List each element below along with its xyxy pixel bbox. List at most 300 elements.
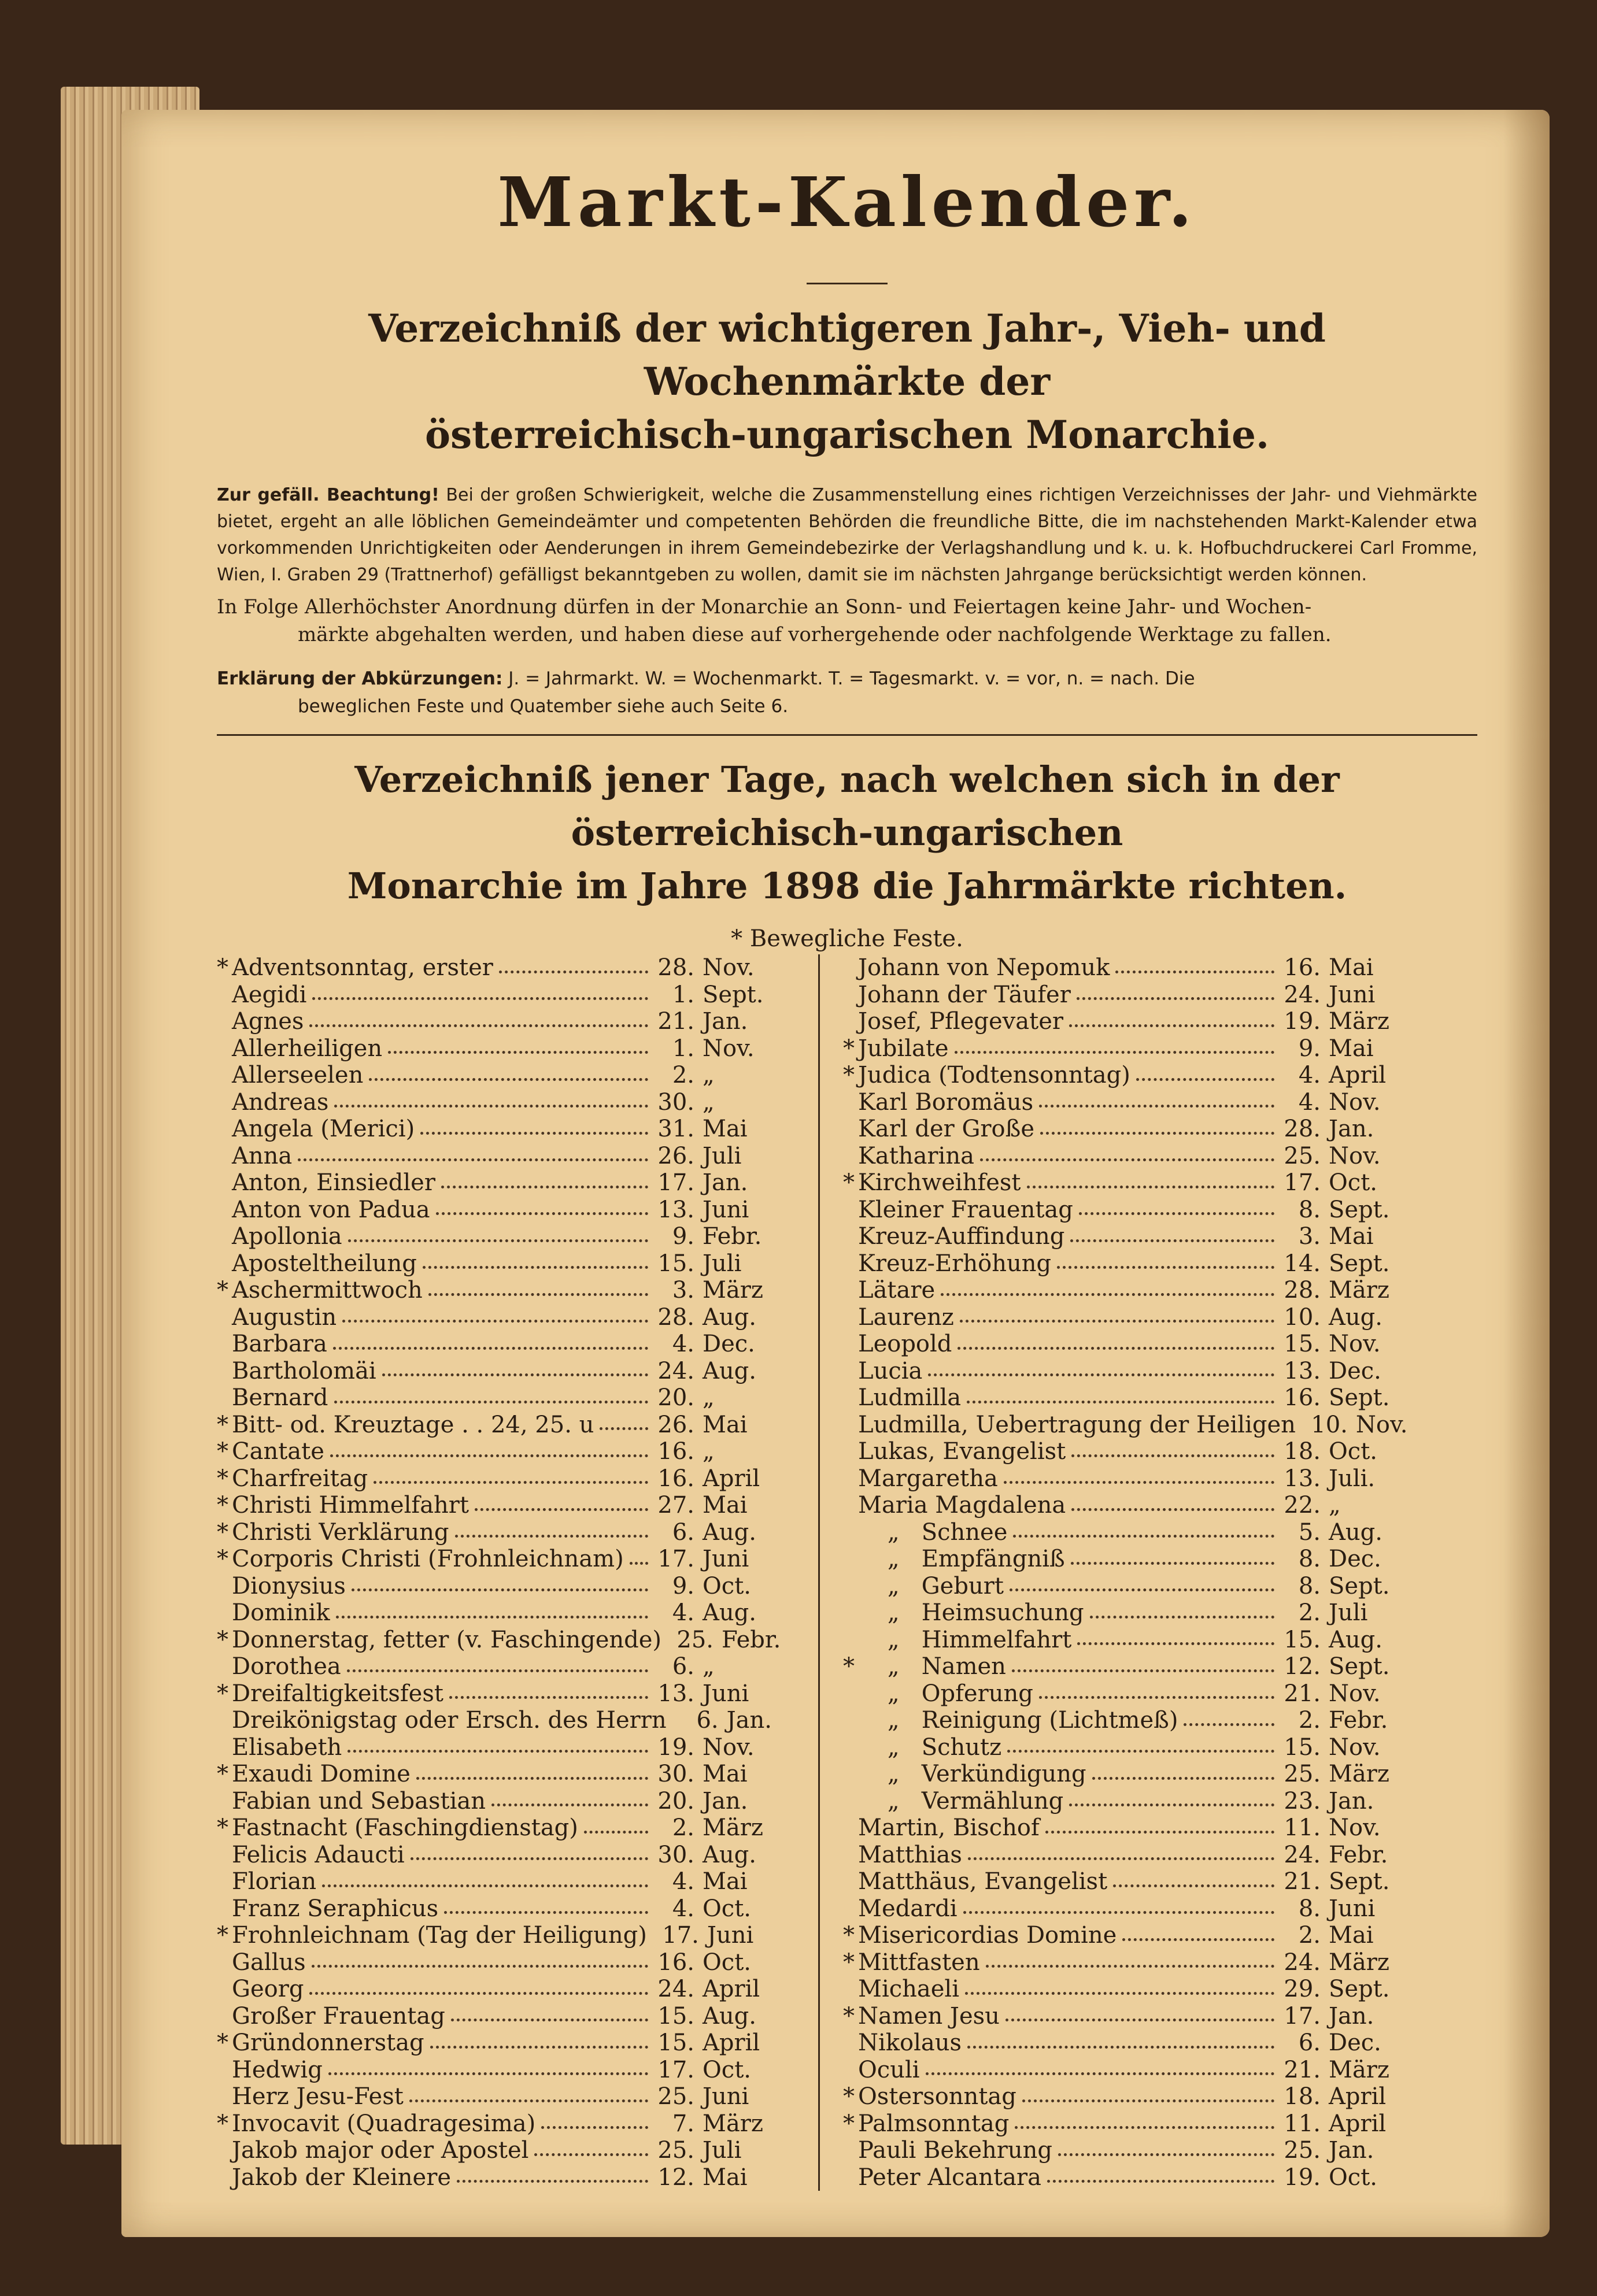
entry-mark: * <box>217 1546 228 1572</box>
leader-dots <box>986 1957 1274 1968</box>
list-item <box>217 1412 795 1439</box>
leader-dots <box>1015 2118 1274 2129</box>
leader-dots <box>967 1393 1274 1403</box>
abbreviations-line2: beweglichen Feste und Quatember siehe auch Seite 6. <box>298 696 789 717</box>
entry-mark: * <box>843 2110 855 2137</box>
entry-day: 4. <box>672 1868 694 1895</box>
entry-name: Jubilate <box>858 1035 949 1062</box>
list-item <box>843 1707 1421 1734</box>
entry-name: Ludmilla, Uebertragung der Heiligen <box>858 1411 1296 1438</box>
list-item <box>217 2164 795 2191</box>
entry-month: Sept. <box>1329 1572 1390 1599</box>
list-item <box>217 1653 795 1680</box>
list-item <box>217 1868 795 1895</box>
entry-name: Adventsonntag, erster <box>232 954 493 981</box>
entry-month: März <box>1329 1277 1389 1303</box>
entry-day: 18. <box>1284 1438 1321 1465</box>
entry-day: 4. <box>1298 1088 1321 1116</box>
list-item <box>217 1761 795 1788</box>
entry-mark: * <box>217 1465 228 1492</box>
entry-name: Bernard <box>232 1384 328 1411</box>
entry-mark: * <box>217 1438 228 1465</box>
list-item <box>843 1304 1421 1331</box>
entry-day: 13. <box>1284 1357 1321 1384</box>
entry-month: Mai <box>703 2164 748 2191</box>
entry-month: Sept. <box>1329 1976 1390 2002</box>
entry-day: 2. <box>1298 1599 1321 1626</box>
entry-name: Andreas <box>232 1088 329 1116</box>
entry-month: Sept. <box>1329 1653 1390 1680</box>
leader-dots <box>336 1608 648 1619</box>
entry-name: Pauli Bekehrung <box>858 2137 1053 2164</box>
leader-dots <box>963 1903 1274 1914</box>
list-item <box>217 2003 795 2030</box>
entry-month: Mai <box>1329 1922 1374 1949</box>
entry-month: Jan. <box>703 1008 748 1035</box>
list-item <box>843 1277 1421 1304</box>
entry-name: Felicis Adaucti <box>232 1841 405 1868</box>
right-column <box>818 954 1421 2191</box>
entry-day: 8. <box>1298 1546 1321 1572</box>
entry-month: März <box>703 1814 763 1841</box>
entry-day: 6. <box>1298 2030 1321 2056</box>
entry-month: April <box>1329 1062 1387 1088</box>
list-item <box>217 2110 795 2138</box>
entry-day: 16. <box>657 1949 694 1976</box>
entry-name: Judica (Todtensonntag) <box>858 1062 1130 1088</box>
leader-dots <box>1071 1554 1274 1565</box>
entry-day: 13. <box>1284 1465 1321 1492</box>
abbreviations-paragraph <box>217 665 1477 720</box>
entry-day: 30. <box>657 1841 694 1868</box>
entry-day: 6. <box>696 1707 719 1734</box>
list-item <box>843 2110 1421 2138</box>
entry-name: Namen Jesu <box>858 2002 1000 2030</box>
entry-name: Corporis Christi (Frohnleichnam) <box>232 1546 624 1572</box>
leader-dots <box>455 1527 648 1538</box>
entry-month: März <box>703 2110 763 2137</box>
list-item <box>217 1008 795 1035</box>
entry-day: 3. <box>672 1277 694 1303</box>
entry-name: „ Schutz <box>858 1734 1002 1761</box>
entry-mark: * <box>843 1922 855 1949</box>
entry-name: Mittfasten <box>858 1949 980 1976</box>
entry-mark: * <box>217 1519 228 1546</box>
entry-name: „ Opferung <box>858 1680 1033 1707</box>
list-item <box>217 1331 795 1358</box>
entry-month: Aug. <box>703 1599 756 1626</box>
heading-days-line1: Verzeichniß jener Tage, nach welchen sich in der österreichisch-ungarischen <box>354 758 1340 854</box>
list-item <box>217 2057 795 2084</box>
entry-mark: * <box>843 1062 855 1088</box>
entry-name: Florian <box>232 1868 317 1895</box>
leader-dots <box>1092 1769 1274 1780</box>
leader-dots <box>630 1554 648 1565</box>
entry-mark: * <box>217 2030 228 2056</box>
entry-day: 8. <box>1298 1895 1321 1922</box>
list-item <box>843 2057 1421 2084</box>
entry-name: Ostersonntag <box>858 2083 1016 2110</box>
list-item <box>217 1223 795 1250</box>
entry-day: 24. <box>657 1976 694 2002</box>
list-item <box>843 1976 1421 2003</box>
divider <box>807 283 888 284</box>
entry-month: Oct. <box>1329 2164 1377 2191</box>
heading-markets-line2: österreichisch-ungarischen Monarchie. <box>424 412 1270 457</box>
entry-mark: * <box>843 2083 855 2110</box>
entry-name: Dionysius <box>232 1572 346 1599</box>
entry-month: Juni <box>703 1546 749 1572</box>
entry-day: 15. <box>657 2002 694 2030</box>
entry-name: Aschermittwoch <box>232 1277 423 1303</box>
entry-day: 24. <box>657 1357 694 1384</box>
entry-day: 25. <box>1284 1142 1321 1169</box>
entry-month: „ <box>1329 1492 1341 1519</box>
entry-month: Mai <box>703 1761 748 1787</box>
entry-name: „ Heimsuchung <box>858 1599 1084 1626</box>
list-item <box>217 1465 795 1493</box>
entry-day: 17. <box>657 2056 694 2083</box>
list-item <box>217 1922 795 1949</box>
entry-mark: * <box>217 1680 228 1707</box>
entry-mark: * <box>217 1922 228 1949</box>
entry-day: 28. <box>1284 1116 1321 1142</box>
entry-month: Aug. <box>703 1303 756 1331</box>
list-item <box>217 1277 795 1304</box>
notice-label: Zur gefäll. Beachtung! <box>217 485 439 505</box>
leader-dots <box>1069 1795 1274 1806</box>
leader-dots <box>1077 1634 1274 1645</box>
leader-dots <box>584 1823 648 1834</box>
list-item <box>217 1358 795 1385</box>
entry-day: 17. <box>657 1546 694 1572</box>
entry-day: 25. <box>1284 2137 1321 2164</box>
list-item <box>217 1035 795 1062</box>
entry-name: Hedwig <box>232 2056 323 2083</box>
list-item <box>843 1384 1421 1412</box>
entry-name: Johann der Täufer <box>858 981 1071 1008</box>
list-item <box>217 1143 795 1170</box>
abbreviations-text: J. = Jahrmarkt. W. = Wochenmarkt. T. = Tagesmarkt. v. = vor, n. = nach. Die <box>508 668 1195 689</box>
leader-dots <box>436 1204 648 1215</box>
leader-dots <box>374 1473 648 1484</box>
leader-dots <box>1058 2145 1274 2156</box>
entry-day: 17. <box>1284 2002 1321 2030</box>
entry-month: Nov. <box>1355 1411 1408 1438</box>
entry-name: „ Geburt <box>858 1572 1004 1599</box>
entry-day: 16. <box>1284 1384 1321 1411</box>
list-item <box>843 1519 1421 1546</box>
entry-month: Mai <box>703 1116 748 1142</box>
list-item <box>843 1627 1421 1654</box>
entry-month: Nov. <box>1329 1680 1381 1707</box>
entry-month: Nov. <box>1329 1142 1381 1169</box>
list-item <box>217 1304 795 1331</box>
list-item <box>843 2003 1421 2030</box>
entry-day: 4. <box>672 1599 694 1626</box>
entry-mark: * <box>843 1653 855 1680</box>
entry-name: Anna <box>232 1142 293 1169</box>
leader-dots <box>955 1043 1274 1054</box>
list-item <box>843 1788 1421 1815</box>
page-title: Markt-Kalender. <box>497 162 1197 242</box>
entry-day: 2. <box>1298 1707 1321 1734</box>
leader-dots <box>420 1124 648 1135</box>
entry-day: 16. <box>657 1438 694 1465</box>
leader-dots <box>334 1393 648 1403</box>
entry-month: Mai <box>703 1492 748 1519</box>
leader-dots <box>1027 1177 1274 1188</box>
list-item <box>843 1089 1421 1116</box>
entry-mark: * <box>843 1169 855 1196</box>
entry-name: Misericordias Domine <box>858 1922 1117 1949</box>
entry-month: März <box>1329 1761 1389 1787</box>
entry-month: Jan. <box>1329 1116 1374 1142</box>
list-item <box>217 1573 795 1600</box>
entry-month: Aug. <box>1329 1626 1382 1653</box>
leader-dots <box>347 1661 648 1672</box>
entry-month: Sept. <box>1329 1868 1390 1895</box>
entry-month: Nov. <box>703 1734 755 1761</box>
entry-month: Jan. <box>1329 1787 1374 1814</box>
list-item <box>843 1949 1421 1976</box>
list-item <box>217 1089 795 1116</box>
entry-day: 20. <box>657 1787 694 1814</box>
list-item <box>217 1814 795 1842</box>
leader-dots <box>1090 1608 1274 1619</box>
entry-day: 25. <box>1284 1761 1321 1787</box>
sunday-rule-line2: märkte abgehalten werden, und haben diese auf vorhergehende oder nachfolgende Werktage zu fallen. <box>298 623 1332 646</box>
entry-name: Dorothea <box>232 1653 341 1680</box>
entry-month: Aug. <box>703 1519 756 1546</box>
entry-month: Sept. <box>703 981 764 1008</box>
entry-day: 25. <box>676 1626 714 1653</box>
entry-month: März <box>1329 1008 1389 1035</box>
list-item <box>843 1169 1421 1197</box>
list-item <box>843 1062 1421 1089</box>
entry-day: 9. <box>672 1572 694 1599</box>
entry-name: Kreuz-Auffindung <box>858 1223 1065 1250</box>
entry-day: 26. <box>657 1411 694 1438</box>
entry-name: Jakob major oder Apostel <box>232 2137 529 2164</box>
entry-day: 24. <box>1284 981 1321 1008</box>
entry-day: 17. <box>662 1922 699 1949</box>
entry-day: 4. <box>672 1895 694 1922</box>
entry-day: 7. <box>672 2110 694 2137</box>
entry-day: 21. <box>1284 1868 1321 1895</box>
entry-name: Lucia <box>858 1357 923 1384</box>
leader-dots <box>330 1446 648 1457</box>
entry-mark: * <box>217 1411 228 1438</box>
leader-dots <box>965 1984 1274 1995</box>
entry-day: 6. <box>672 1519 694 1546</box>
list-item <box>843 1895 1421 1923</box>
list-item <box>217 1492 795 1519</box>
leader-dots <box>499 962 648 973</box>
list-item <box>843 1116 1421 1143</box>
leader-dots <box>600 1419 648 1430</box>
entry-month: Jan. <box>1329 2002 1374 2030</box>
entry-name: Lätare <box>858 1277 936 1303</box>
entry-name: Georg <box>232 1976 304 2002</box>
list-item <box>217 1680 795 1708</box>
entry-name: Kleiner Frauentag <box>858 1196 1073 1223</box>
entry-month: Juli <box>703 2137 742 2164</box>
entry-month: Aug. <box>703 1357 756 1384</box>
leader-dots <box>958 1339 1274 1350</box>
entry-name: „ Namen <box>858 1653 1006 1680</box>
entry-name: Anton von Padua <box>232 1196 430 1223</box>
entry-month: Febr. <box>722 1626 781 1653</box>
entry-month: Febr. <box>1329 1707 1388 1734</box>
leader-dots <box>451 2010 648 2021</box>
entry-month: Nov. <box>703 1035 755 1062</box>
heading-days-line2: Monarchie im Jahre 1898 die Jahrmärkte richten. <box>347 865 1347 907</box>
entry-month: Nov. <box>1329 1331 1381 1357</box>
leader-dots <box>312 989 648 1000</box>
entry-day: 23. <box>1284 1787 1321 1814</box>
entry-name: Allerheiligen <box>232 1035 383 1062</box>
entry-name: Cantate <box>232 1438 324 1465</box>
entry-month: Aug. <box>1329 1303 1382 1331</box>
entry-month: März <box>1329 1949 1389 1976</box>
entry-name: „ Vermählung <box>858 1787 1064 1814</box>
entry-name: Aposteltheilung <box>232 1250 417 1277</box>
entry-mark: * <box>217 1761 228 1787</box>
leader-dots <box>534 2145 648 2156</box>
entry-month: „ <box>703 1088 715 1116</box>
heading-markets-line1: Verzeichniß der wichtigeren Jahr-, Vieh- und Wochenmärkte der <box>368 306 1326 404</box>
entry-month: Oct. <box>703 2056 751 2083</box>
entry-month: Mai <box>1329 1223 1374 1250</box>
list-item <box>843 1143 1421 1170</box>
list-item <box>217 1949 795 1976</box>
list-item <box>217 1734 795 1761</box>
entry-name: Lukas, Evangelist <box>858 1438 1066 1465</box>
leader-dots <box>475 1500 648 1511</box>
leader-dots <box>1039 1097 1274 1108</box>
leader-dots <box>369 1070 648 1081</box>
leader-dots <box>334 1097 648 1108</box>
list-item <box>217 1546 795 1573</box>
entry-name: Medardi <box>858 1895 958 1922</box>
entry-day: 9. <box>672 1223 694 1250</box>
list-item <box>217 954 795 982</box>
entry-month: Jan. <box>703 1787 748 1814</box>
leader-dots <box>1113 1876 1274 1887</box>
list-item <box>843 1868 1421 1895</box>
entry-day: 25. <box>657 2083 694 2110</box>
list-item <box>217 1384 795 1412</box>
entry-name: „ Empfängniß <box>858 1546 1065 1572</box>
entry-month: Juli <box>703 1142 742 1169</box>
leader-dots <box>409 2091 648 2102</box>
entry-day: 25. <box>657 2137 694 2164</box>
entry-month: „ <box>703 1062 715 1088</box>
entry-name: Donnerstag, fetter (v. Faschingende) <box>232 1626 662 1653</box>
entry-month: Aug. <box>703 1841 756 1868</box>
entry-day: 24. <box>1284 1949 1321 1976</box>
list-item <box>217 1842 795 1869</box>
entry-day: 14. <box>1284 1250 1321 1277</box>
entry-day: 4. <box>672 1331 694 1357</box>
entry-month: Mai <box>703 1411 748 1438</box>
entry-day: 28. <box>1284 1277 1321 1303</box>
leader-dots <box>1069 1016 1274 1027</box>
entry-name: Oculi <box>858 2056 920 2083</box>
entry-day: 12. <box>1284 1653 1321 1680</box>
entry-day: 15. <box>1284 1626 1321 1653</box>
entry-day: 4. <box>1298 1062 1321 1088</box>
entry-month: Febr. <box>1329 1841 1388 1868</box>
entry-name: Aegidi <box>232 981 307 1008</box>
entry-mark: * <box>217 1626 228 1653</box>
list-item <box>217 1707 795 1734</box>
entry-name: „ Verkündigung <box>858 1761 1086 1787</box>
entry-month: Juni <box>703 1680 749 1707</box>
entry-name: Barbara <box>232 1331 327 1357</box>
entry-month: Aug. <box>703 2002 756 2030</box>
entry-mark: * <box>843 1949 855 1976</box>
entry-month: Aug. <box>1329 1519 1382 1546</box>
entry-name: Fabian und Sebastian <box>232 1787 486 1814</box>
entry-name: Kreuz-Erhöhung <box>858 1250 1052 1277</box>
leader-dots <box>428 1285 648 1296</box>
abbreviations-label: Erklärung der Abkürzungen: <box>217 668 503 689</box>
entry-day: 11. <box>1284 1814 1321 1841</box>
list-item <box>217 1599 795 1627</box>
entry-name: Katharina <box>858 1142 974 1169</box>
leader-dots <box>967 2038 1274 2049</box>
entry-name: Dreifaltigkeitsfest <box>232 1680 443 1707</box>
leader-dots <box>980 1150 1274 1161</box>
list-item <box>843 1734 1421 1761</box>
entry-name: Allerseelen <box>232 1062 364 1088</box>
left-column <box>217 954 818 2191</box>
leader-dots <box>309 1016 648 1027</box>
entry-day: 15. <box>1284 1331 1321 1357</box>
leader-dots <box>968 1849 1274 1860</box>
leader-dots <box>1115 962 1274 973</box>
leader-dots <box>430 2038 648 2049</box>
leader-dots <box>1184 1715 1274 1726</box>
entry-month: Mai <box>1329 954 1374 981</box>
entry-name: Großer Frauentag <box>232 2002 445 2030</box>
entry-name: Agnes <box>232 1008 304 1035</box>
leader-dots <box>1007 1742 1274 1753</box>
entry-month: Dec. <box>1329 1357 1381 1384</box>
entry-day: 16. <box>1284 954 1321 981</box>
entry-day: 15. <box>657 2030 694 2056</box>
list-item <box>843 1599 1421 1627</box>
entry-name: Angela (Merici) <box>232 1116 415 1142</box>
leader-dots <box>928 1365 1274 1376</box>
entry-day: 30. <box>657 1088 694 1116</box>
entry-month: Oct. <box>703 1895 751 1922</box>
leader-dots <box>423 1258 648 1269</box>
entry-day: 1. <box>672 981 694 1008</box>
entry-name: Fastnacht (Faschingdienstag) <box>232 1814 578 1841</box>
entry-month: April <box>703 1465 760 1492</box>
leader-dots <box>348 1231 648 1242</box>
leader-dots <box>1010 1580 1274 1591</box>
entry-day: 15. <box>657 1250 694 1277</box>
leader-dots <box>342 1312 648 1323</box>
leader-dots <box>449 1688 648 1699</box>
list-item <box>843 2083 1421 2110</box>
entry-day: 26. <box>657 1142 694 1169</box>
entry-name: „ Schnee <box>858 1519 1008 1546</box>
